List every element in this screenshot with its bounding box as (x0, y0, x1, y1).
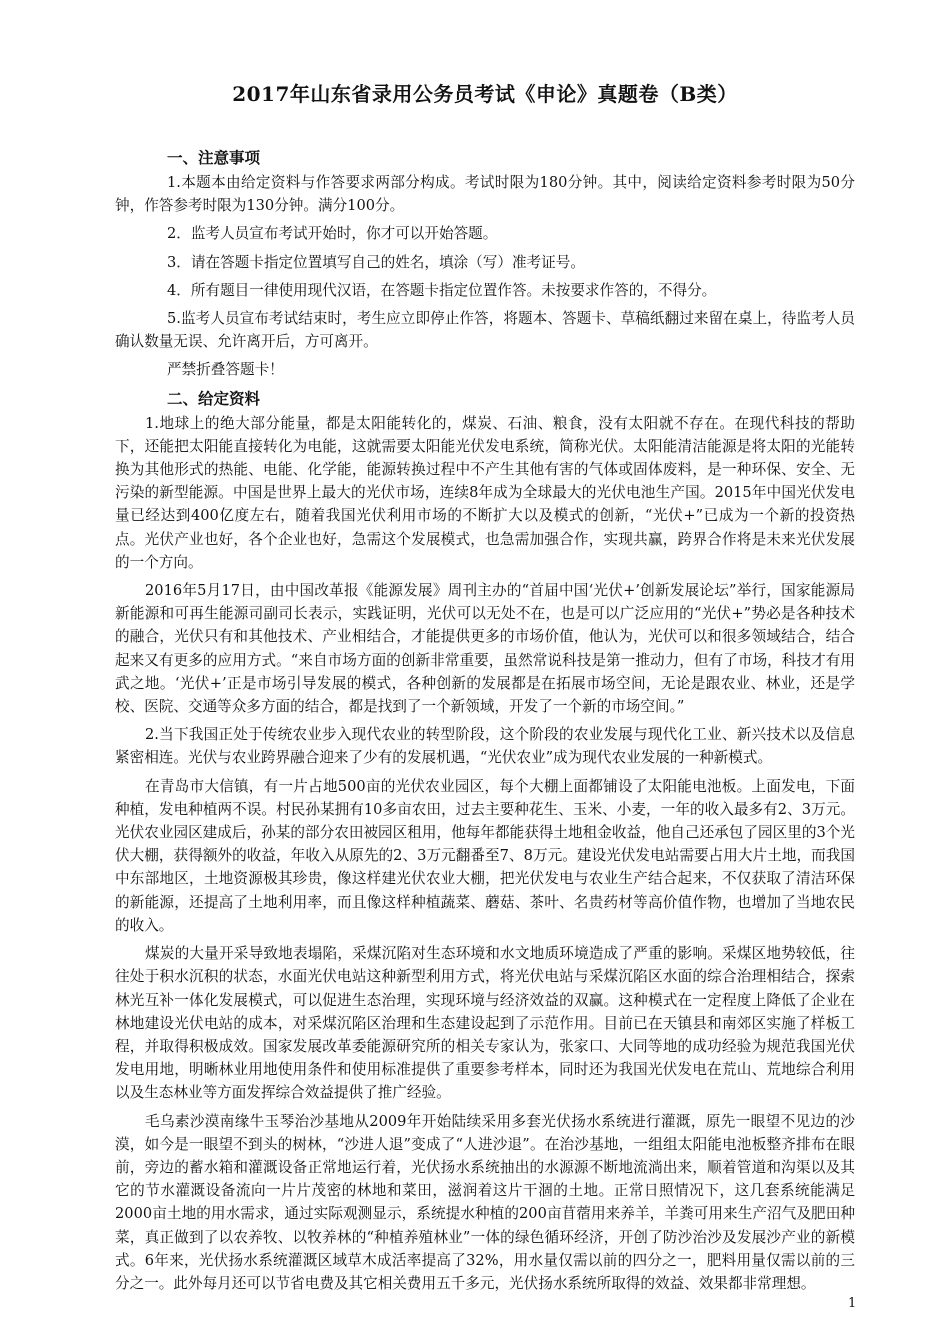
notice-item: 5.监考人员宣布考试结束时，考生应立即停止作答，将题本、答题卡、草稿纸翻过来留在桌上，待监考人员确认数量无误、允许离开后，方可离开。 (115, 310, 855, 351)
notice-item: 2．监考人员宣布考试开始时，你才可以开始答题。 (167, 225, 498, 243)
material-paragraph: 毛乌素沙漠南缘牛玉琴治沙基地从2009年开始陆续采用多套光伏扬水系统进行灌溉，原先一眼望不见边的沙漠，如今是一眼望不到头的树林，“沙进人退”变成了“人进沙退”。在治沙基地，一组组太阳能电池板整齐排布在眼前，旁边的蓄水箱和灌溉设备正常地运行着，光伏扬水系统抽出的水源源不断地流淌出来，顺着管道和沟渠以及其它的节水灌溉设备流向一片片茂密的林地和菜田，滋润着这片干涸的土地。正常日照情况下，这几套系统能满足2000亩土地的用水需求，通过实际观测显示，系统提水种植的200亩苜蓿用来养羊，羊粪可用来生产沼气及肥田种菜，真正做到了以农养牧、以牧养林的“种植养殖林业”一体的绿色循环经济，开创了防沙治沙及发展沙产业的新模式。6年来，光伏扬水系统灌溉区域草木成活率提高了32%，用水量仅需以前的四分之一，肥料用量仅需以前的三分之一。此外每月还可以节省电费及其它相关费用五千多元，光伏扬水系统所取得的效益、效果都非常理想。 (115, 1112, 855, 1292)
notice-item: 3．请在答题卡指定位置填写自己的姓名，填涂（写）准考证号。 (167, 253, 585, 271)
notice-item: 1.本题本由给定资料与作答要求两部分构成。考试时限为180分钟。其中，阅读给定资料参考时限为50分钟，作答参考时限为130分钟。满分100分。 (115, 174, 855, 215)
material-paragraph: 2.当下我国正处于传统农业步入现代农业的转型阶段，这个阶段的农业发展与现代化工业、新兴技术以及信息紧密相连。光伏与农业跨界融合迎来了少有的发展机遇，“光伏农业”成为现代农业发展的一种新模式。 (115, 726, 855, 767)
materials-section (115, 387, 855, 1296)
material-paragraph: 在青岛市大信镇，有一片占地500亩的光伏农业园区，每个大棚上面都铺设了太阳能电池板。上面发电，下面种植，发电种植两不误。村民孙某拥有10多亩农田，过去主要种花生、玉米、小麦，一年的收入最多有2、3万元。光伏农业园区建成后，孙某的部分农田被园区租用，他每年都能获得土地租金收益，他自己还承包了园区里的3个光伏大棚，获得额外的收益，年收入从原先的2、3万元翻番至7、8万元。建设光伏发电站需要占用大片土地，而我国中东部地区，土地资源极其珍贵，像这样建光伏农业大棚，把光伏发电与农业生产结合起来，不仅获取了清洁环保的新能源，还提高了土地利用率，而且像这样种植蔬菜、蘑菇、茶叶、名贵药材等高价值作物，也增加了当地农民的收入。 (115, 777, 855, 934)
material-paragraph: 1.地球上的绝大部分能量，都是太阳能转化的，煤炭、石油、粮食，没有太阳就不存在。在现代科技的帮助下，还能把太阳能直接转化为电能，这就需要太阳能光伏发电系统，简称光伏。太阳能清洁能源是将太阳的光能转换为其他形式的热能、电能、化学能，能源转换过程中不产生其他有害的气体或固体废料，是一种环保、安全、无污染的新型能源。中国是世界上最大的光伏市场，连续8年成为全球最大的光伏电池生产国。2015年中国光伏发电量已经达到400亿度左右，随着我国光伏利用市场的不断扩大以及模式的创新，“光伏+”已成为一个新的投资热点。光伏产业也好，各个企业也好，急需这个发展模式，也急需加强合作，实现共赢，跨界合作将是未来光伏发展的一个方向。 (115, 414, 855, 571)
notice-section (115, 146, 855, 382)
document-title: 2017年山东省录用公务员考试《申论》真题卷（B类） (232, 82, 738, 106)
notice-item: 4．所有题目一律使用现代汉语，在答题卡指定位置作答。未按要求作答的，不得分。 (167, 281, 717, 299)
material-paragraph: 煤炭的大量开采导致地表塌陷，采煤沉陷对生态环境和水文地质环境造成了严重的影响。采煤区地势较低，往往处于积水沉积的状态，水面光伏电站这种新型利用方式，将光伏电站与采煤沉陷区水面的综合治理相结合，探索林光互补一体化发展模式，可以促进生态治理，实现环境与经济效益的双赢。这种模式在一定程度上降低了企业在林地建设光伏电站的成本，对采煤沉陷区治理和生态建设起到了示范作用。目前已在天镇县和南郊区实施了样板工程，并取得积极成效。国家发展改革委能源研究所的相关专家认为，张家口、大同等地的成功经验为规范我国光伏发电用地，明晰林业用地使用条件和使用标准提供了重要参考样本，同时还为我国光伏发电在荒山、荒地综合利用以及生态林业等方面发挥综合效益提供了推广经验。 (115, 945, 855, 1102)
document-page (115, 70, 855, 1300)
materials-heading: 二、给定资料 (167, 388, 261, 408)
notice-heading: 一、注意事项 (167, 148, 261, 167)
notice-warning: 严禁折叠答题卡！ (167, 361, 284, 379)
page-number: 1 (848, 1296, 857, 1311)
material-paragraph: 2016年5月17日，由中国改革报《能源发展》周刊主办的“首届中国‘光伏+’创新发展论坛”举行，国家能源局新能源和可再生能源司副司长表示，实践证明，光伏可以无处不在，也是可以广泛应用的“光伏+”势必是各种技术的融合，光伏只有和其他技术、产业相结合，才能提供更多的市场价值，他认为，光伏可以和很多领域结合，结合起来又有更多的应用方式。“来自市场方面的创新非常重要，虽然常说科技是第一推动力，但有了市场，科技才有用武之地。‘光伏+’正是市场引导发展的模式，各种创新的发展都是在拓展市场空间，无论是跟农业、林业，还是学校、医院、交通等众多方面的结合，都是找到了一个新领域，开发了一个新的市场空间。” (115, 582, 855, 716)
